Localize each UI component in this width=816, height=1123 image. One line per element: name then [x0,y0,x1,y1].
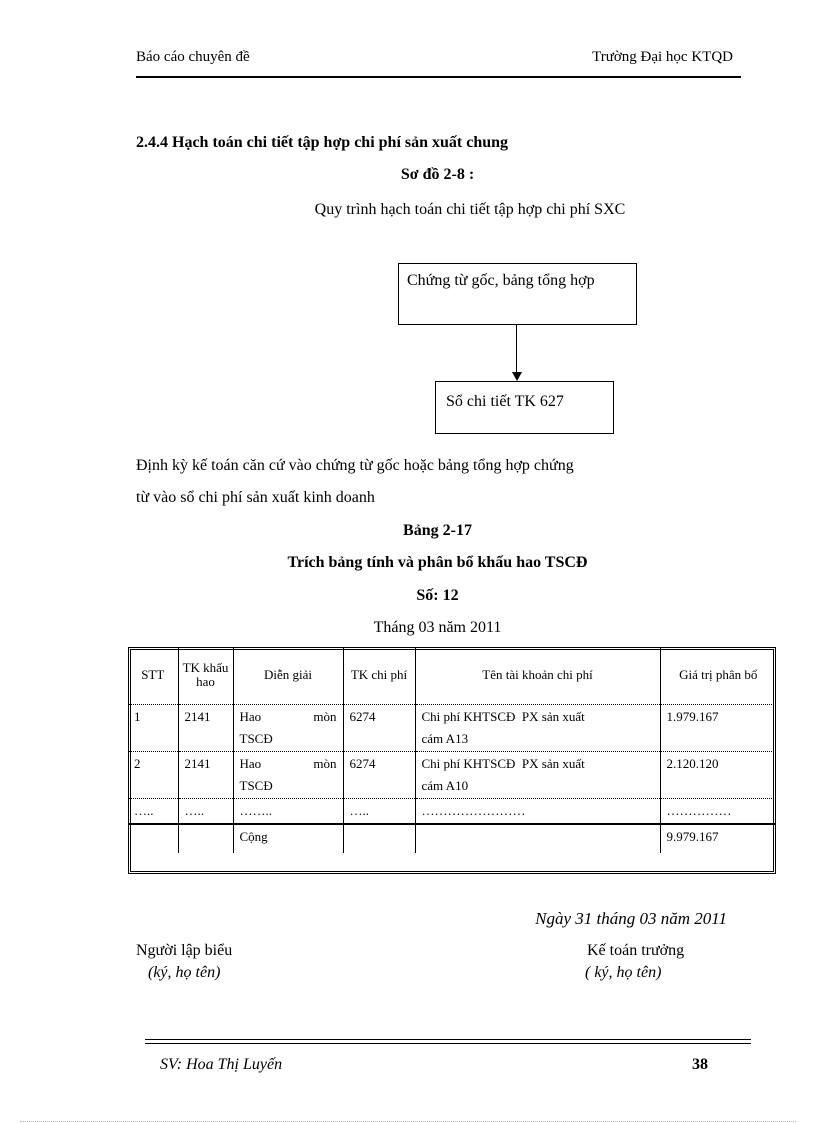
header-left: Báo cáo chuyên đề [136,49,250,65]
col-header-stt: STT [128,647,178,704]
cell-dien-giai-c: TSCĐ [239,777,273,793]
cell-ten-tai-khoan-line2: cám A10 [421,777,469,793]
signature-right-note: ( ký, họ tên) [585,964,662,981]
diagram-caption: Quy trình hạch toán chi tiết tập hợp chi phí SXC [314,201,626,218]
cell-dien-giai-b: mòn [313,755,337,771]
cell-empty [128,824,178,853]
table-number: Số: 12 [416,587,459,604]
table-title: Trích bảng tính và phân bổ khấu hao TSCĐ [287,554,588,571]
diagram-box-source [398,263,637,325]
col-header-ten-tai-khoan: Tên tài khoản chi phí [415,647,660,704]
footer-student: SV: Hoa Thị Luyến [160,1056,283,1073]
table-header-row [128,647,776,704]
cell-ten-tai-khoan [415,751,660,798]
col-header-gia-tri: Giá trị phân bổ [660,647,776,704]
cell-ten-tai-khoan-line2: cám A13 [421,730,469,746]
cell-dots: …………………… [415,798,660,824]
cell-dots: ….. [178,798,233,824]
cell-ten-tai-khoan [415,704,660,751]
col-header-tk-chi-phi: TK chi phí [343,647,415,704]
col-header-dien-giai: Diễn giải [233,647,343,704]
total-label: Cộng [233,824,343,853]
cell-tk-chi-phi: 6274 [343,704,415,751]
cell-tk-khau-hao: 2141 [178,751,233,798]
diagram-box-ledger [435,381,614,434]
header-rule [136,76,741,78]
cell-dots: ….. [343,798,415,824]
cell-ten-tai-khoan-line1: Chi phí KHTSCĐ PX sản xuất [421,755,585,771]
table-row [128,751,776,798]
header-right: Trường Đại học KTQD [592,49,733,65]
cell-empty [343,824,415,853]
cell-dien-giai-a: Hao [239,755,262,771]
cell-gia-tri: 1.979.167 [660,704,776,751]
diagram-arrow-head [512,372,522,381]
page-edge-dots [20,1121,796,1122]
footer-rule-top [145,1039,751,1040]
cell-dien-giai-c: TSCĐ [239,730,273,746]
cell-dien-giai [233,751,343,798]
col-header-tk-khau-hao: TK khấu hao [178,647,233,704]
depreciation-table [128,647,776,853]
cell-dien-giai [233,704,343,751]
cell-dots: …………… [660,798,776,824]
cell-tk-khau-hao: 2141 [178,704,233,751]
signature-date: Ngày 31 tháng 03 năm 2011 [535,909,727,928]
table-total-row [128,824,776,853]
cell-gia-tri: 2.120.120 [660,751,776,798]
diagram-label: Sơ đồ 2-8 : [400,166,475,183]
cell-empty [415,824,660,853]
section-title: 2.4.4 Hạch toán chi tiết tập hợp chi phí sản xuất chung [136,134,509,151]
diagram-arrow-line [516,325,517,377]
diagram-box-ledger-text: Sổ chi tiết TK 627 [446,393,564,410]
table-month: Tháng 03 năm 2011 [373,619,502,636]
cell-stt: 1 [128,704,178,751]
signature-left-note: (ký, họ tên) [148,964,221,981]
cell-dien-giai-b: mòn [313,708,337,724]
cell-empty [178,824,233,853]
paragraph-line-2: từ vào sổ chi phí sản xuất kinh doanh [136,489,375,506]
cell-tk-chi-phi: 6274 [343,751,415,798]
page-number: 38 [692,1056,708,1073]
signature-right-title: Kế toán trưởng [587,942,685,959]
table-row [128,704,776,751]
table-row-dots [128,798,776,824]
cell-dots: …….. [233,798,343,824]
table-label: Bảng 2-17 [403,522,472,539]
cell-ten-tai-khoan-line1: Chi phí KHTSCĐ PX sản xuất [421,708,585,724]
diagram-box-source-text: Chứng từ gốc, bảng tổng hợp [407,272,595,289]
cell-dien-giai-a: Hao [239,708,262,724]
cell-stt: 2 [128,751,178,798]
total-value: 9.979.167 [660,824,776,853]
footer-rule-bottom [145,1043,751,1044]
signature-left-title: Người lập biểu [136,942,233,959]
cell-dots: ….. [128,798,178,824]
paragraph-line-1: Định kỳ kế toán căn cứ vào chứng từ gốc hoặc bảng tổng hợp chứng [136,457,574,474]
